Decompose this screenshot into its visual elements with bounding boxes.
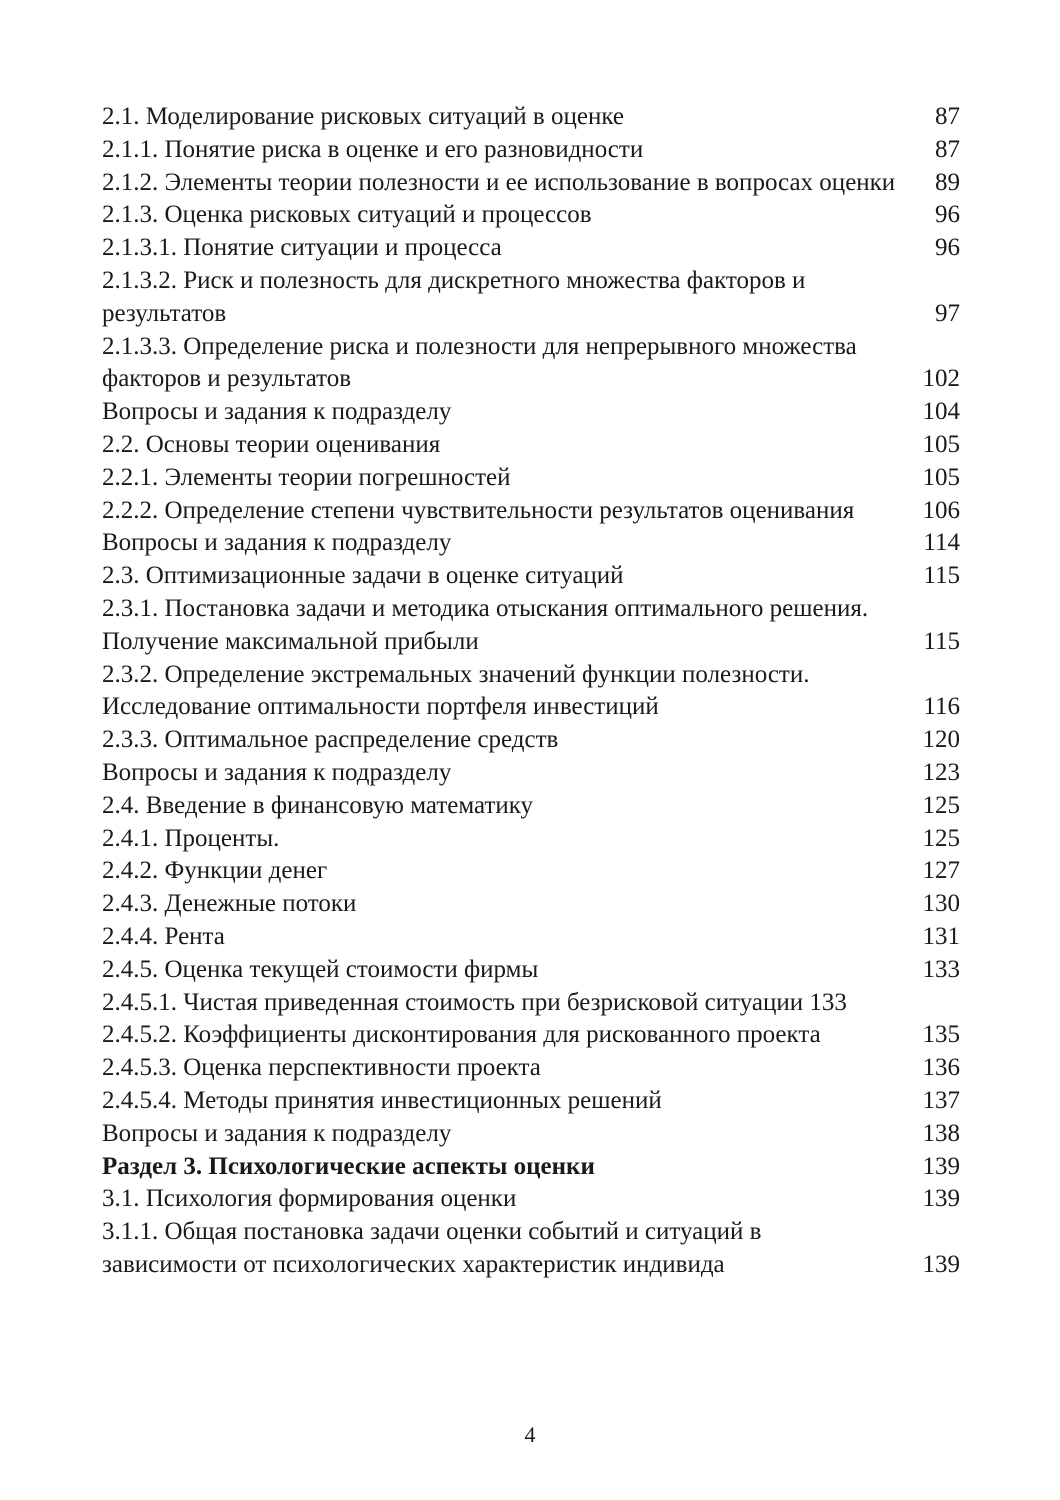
toc-entry-title: Вопросы и задания к подразделу [102, 758, 452, 786]
page-number: 4 [524, 1422, 536, 1447]
toc-entry-page: 138 [922, 1119, 960, 1147]
toc-entry [102, 1085, 960, 1118]
toc-entry-page: 105 [922, 463, 960, 491]
toc-entry-title: Вопросы и задания к подразделу [102, 529, 452, 557]
toc-entry [102, 331, 960, 397]
toc-entry-title: 2.4.5.3. Оценка перспективности проекта [102, 1054, 541, 1082]
toc-entry [102, 495, 960, 528]
toc-entry [102, 1118, 960, 1151]
toc-entry-title: 2.1.3.1. Понятие ситуации и процесса [102, 234, 502, 262]
toc-entry-title: 2.4.5. Оценка текущей стоимости фирмы [102, 955, 539, 983]
toc-entry-title: 2.2.1. Элементы теории погрешностей [102, 463, 511, 491]
toc-entry-page: 102 [922, 365, 960, 393]
toc-entry-page: 131 [922, 922, 960, 950]
toc-entry-page: 137 [922, 1086, 960, 1114]
toc-entry-title: 2.4.5.1. Чистая приведенная стоимость при безрисковой ситуации [102, 988, 804, 1016]
toc-entry-page: 115 [923, 562, 960, 590]
toc-entry-title: 3.1.1. Общая постановка задачи оценки событий и ситуаций в зависимости от психологических характеристик индивида [102, 1218, 762, 1278]
toc-entry [102, 1183, 960, 1216]
toc-entry [102, 659, 960, 725]
toc-entry [102, 265, 960, 331]
toc-entry-page: 130 [922, 890, 960, 918]
toc-entry-title: 2.1.3. Оценка рисковых ситуаций и процессов [102, 201, 592, 229]
toc-entry-title: 3.1. Психология формирования оценки [102, 1185, 517, 1213]
toc-entry [102, 823, 960, 856]
toc-entry [102, 757, 960, 790]
toc-entry [102, 232, 960, 265]
toc-entry-page: 123 [922, 758, 960, 786]
toc-entry-page: 104 [922, 398, 960, 426]
toc-entry [102, 1019, 960, 1052]
toc-entry-title: 2.1.2. Элементы теории полезности и ее использование в вопросах оценки [102, 168, 896, 196]
toc-entry-page: 89 [935, 168, 960, 196]
toc-entry-title: Раздел 3. Психологические аспекты оценки [102, 1152, 595, 1180]
toc-entry-page: 87 [935, 103, 960, 130]
toc-entry-page: 136 [922, 1054, 960, 1082]
toc-entry-title: 2.1.1. Понятие риска в оценке и его разновидности [102, 135, 644, 163]
toc-entry [102, 396, 960, 429]
toc-entry-page: 135 [922, 1021, 960, 1049]
toc-entry [102, 593, 960, 659]
toc-entry-title: 2.3.2. Определение экстремальных значений функции полезности. Исследование оптимальности портфеля инвестиций [102, 660, 810, 721]
toc-entry-page: 97 [935, 299, 960, 327]
toc-entry [102, 101, 960, 134]
toc-entry-title: 2.3.1. Постановка задачи и методика отыскания оптимального решения. Получение максимальной прибыли [102, 594, 869, 655]
toc-entry [102, 462, 960, 495]
toc-entry-title: 2.3. Оптимизационные задачи в оценке ситуаций [102, 562, 624, 590]
toc-entry [102, 1052, 960, 1085]
toc-entry [102, 724, 960, 757]
toc-entry [102, 921, 960, 954]
toc-entry-page: 114 [923, 529, 960, 557]
toc-entry-title: 2.1.3.2. Риск и полезность для дискретного множества факторов и результатов [102, 266, 806, 327]
toc-entry-page: 139 [922, 1185, 960, 1213]
toc-entry-title: 2.4.5.2. Коэффициенты дисконтирования для рискованного проекта [102, 1021, 821, 1049]
toc-entry [102, 888, 960, 921]
toc-entry-page: 106 [922, 496, 960, 524]
toc-entry-page: 125 [922, 824, 960, 852]
toc-entry-title: 2.4.4. Рента [102, 922, 225, 950]
toc-entry-page: 139 [922, 1250, 960, 1278]
toc-entry-page: 133 [809, 988, 847, 1016]
toc-entry-page: 105 [922, 430, 960, 458]
toc-entry-title: 2.2. Основы теории оценивания [102, 430, 441, 458]
toc-entry-title: 2.4.2. Функции денег [102, 857, 328, 885]
toc-section-heading [102, 1151, 960, 1184]
toc-entry-title: 2.2.2. Определение степени чувствительности результатов оценивания [102, 496, 855, 524]
toc-entry-title: 2.1. Моделирование рисковых ситуаций в оценке [102, 103, 624, 130]
toc-entry-page: 115 [923, 627, 960, 655]
toc-entry-page: 120 [922, 726, 960, 754]
toc-entry [102, 855, 960, 888]
toc-entry-page: 96 [935, 234, 960, 262]
toc-entry [102, 527, 960, 560]
toc-entry [102, 1216, 960, 1282]
toc-entry [102, 790, 960, 823]
toc-entry-title: Вопросы и задания к подразделу [102, 1119, 452, 1147]
toc-entry-title: 2.4. Введение в финансовую математику [102, 791, 534, 819]
toc-entry-title: 2.4.3. Денежные потоки [102, 890, 357, 918]
toc-entry [102, 987, 960, 1020]
toc-entry [102, 560, 960, 593]
toc-entry-page: 133 [922, 955, 960, 983]
toc-entry-page: 139 [922, 1152, 960, 1180]
table-of-contents [102, 101, 960, 1282]
toc-entry-title: Вопросы и задания к подразделу [102, 398, 452, 426]
toc-entry-title: 2.3.3. Оптимальное распределение средств [102, 726, 559, 754]
toc-entry-title: 2.4.1. Проценты. [102, 824, 280, 852]
toc-entry-title: 2.4.5.4. Методы принятия инвестиционных решений [102, 1086, 662, 1114]
toc-entry [102, 134, 960, 167]
toc-entry [102, 954, 960, 987]
toc-entry-title: 2.1.3.3. Определение риска и полезности для непрерывного множества факторов и результатов [102, 332, 857, 393]
toc-entry-page: 96 [935, 201, 960, 229]
toc-entry [102, 167, 960, 200]
toc-entry [102, 199, 960, 232]
toc-entry-page: 125 [922, 791, 960, 819]
toc-entry [102, 429, 960, 462]
toc-entry-page: 116 [923, 693, 960, 721]
toc-entry-page: 87 [935, 135, 960, 163]
toc-entry-page: 127 [922, 857, 960, 885]
